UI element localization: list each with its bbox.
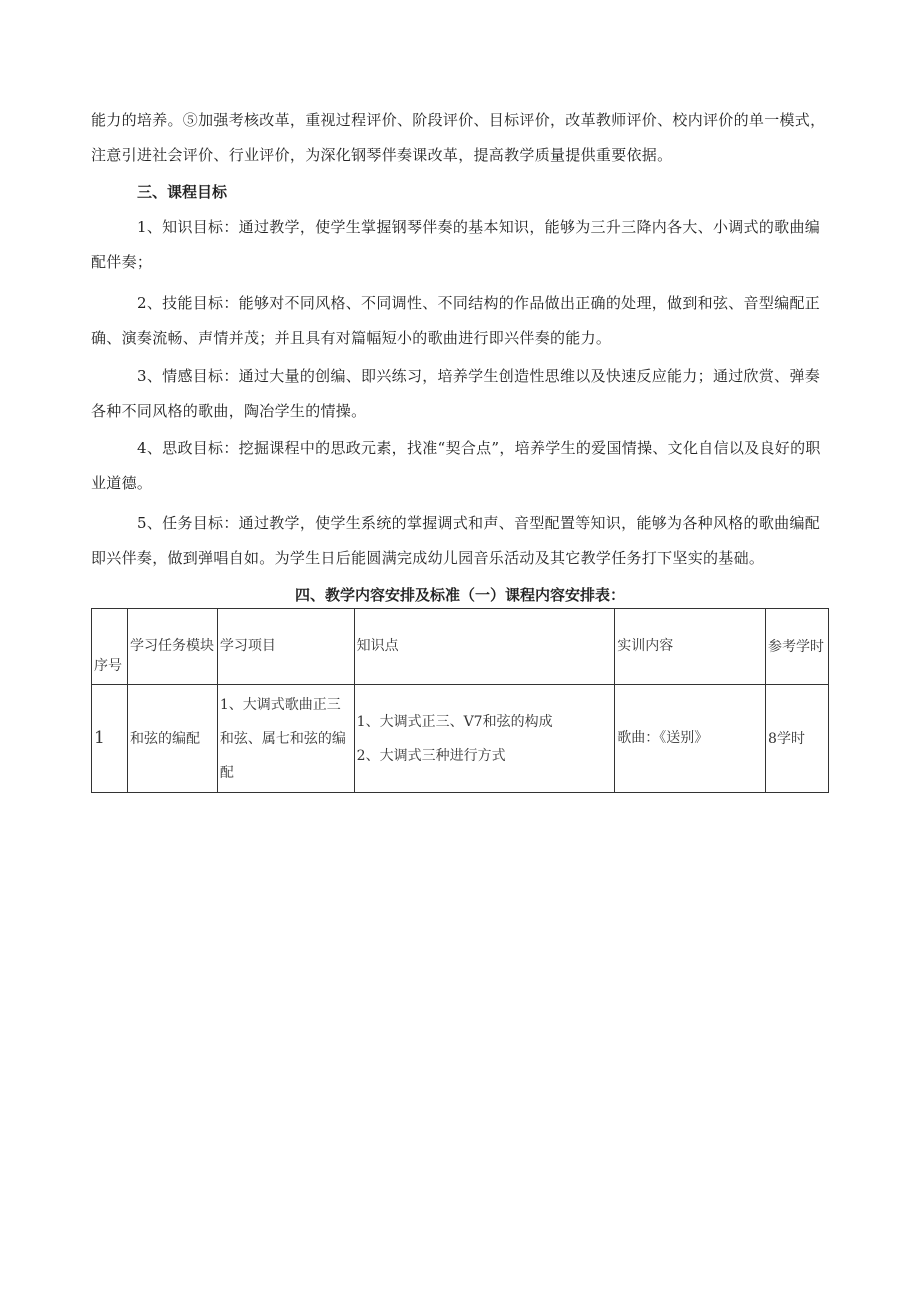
- cell-practice: 歌曲：《送别》: [615, 685, 766, 793]
- cell-project: 1、大调式歌曲正三和弦、属七和弦的编配: [217, 685, 354, 793]
- intro-paragraph: 能力的培养。⑤加强考核改革，重视过程评价、阶段评价、目标评价，改革教师评价、校内评价的单一模式，注意引进社会评价、行业评价，为深化钢琴伴奏课改革，提高教学质量提供重要依据。: [91, 111, 826, 164]
- goal-knowledge: 1、知识目标：通过教学，使学生掌握钢琴伴奏的基本知识，能够为三升三降内各大、小调式的歌曲编配伴奏；: [91, 218, 821, 271]
- course-content-table: [91, 608, 829, 793]
- header-project: 学习项目: [217, 609, 354, 685]
- header-module: 学习任务模块: [127, 609, 217, 685]
- goal-ideology: 4、思政目标：挖掘课程中的思政元素，找准“契合点”，培养学生的爱国情操、文化自信以及良好的职业道德。: [91, 439, 821, 492]
- cell-no: 1: [92, 685, 128, 793]
- section-heading-course-goals: 三、课程目标: [137, 183, 228, 201]
- goal-skill: 2、技能目标：能够对不同风格、不同调性、不同结构的作品做出正确的处理，做到和弦、音型编配正确、演奏流畅、声情并茂；并且具有对篇幅短小的歌曲进行即兴伴奏的能力。: [91, 294, 821, 347]
- table-title: 四、教学内容安排及标准（一）课程内容安排表：: [294, 586, 625, 604]
- header-practice: 实训内容: [615, 609, 766, 685]
- goal-emotion: 3、情感目标：通过大量的创编、即兴练习，培养学生创造性思维以及快速反应能力；通过欣赏、弹奏各种不同风格的歌曲，陶冶学生的情操。: [91, 367, 821, 420]
- cell-hours: 8学时: [766, 685, 829, 793]
- cell-module: 和弦的编配: [127, 685, 217, 793]
- goal-task: 5、任务目标：通过教学，使学生系统的掌握调式和声、音型配置等知识，能够为各种风格的歌曲编配即兴伴奏，做到弹唱自如。为学生日后能圆满完成幼儿园音乐活动及其它教学任务打下坚实的基础。: [91, 514, 821, 567]
- table-row: [92, 685, 829, 793]
- knowledge-point-2: 2、大调式三种进行方式: [356, 747, 506, 764]
- header-knowledge: 知识点: [354, 609, 615, 685]
- header-hours: 参考学时: [766, 609, 829, 685]
- header-no: 序号: [92, 609, 128, 685]
- knowledge-point-1: 1、大调式正三、V7和弦的构成: [356, 713, 553, 730]
- table-header-row: [92, 609, 829, 685]
- cell-knowledge: [354, 685, 615, 793]
